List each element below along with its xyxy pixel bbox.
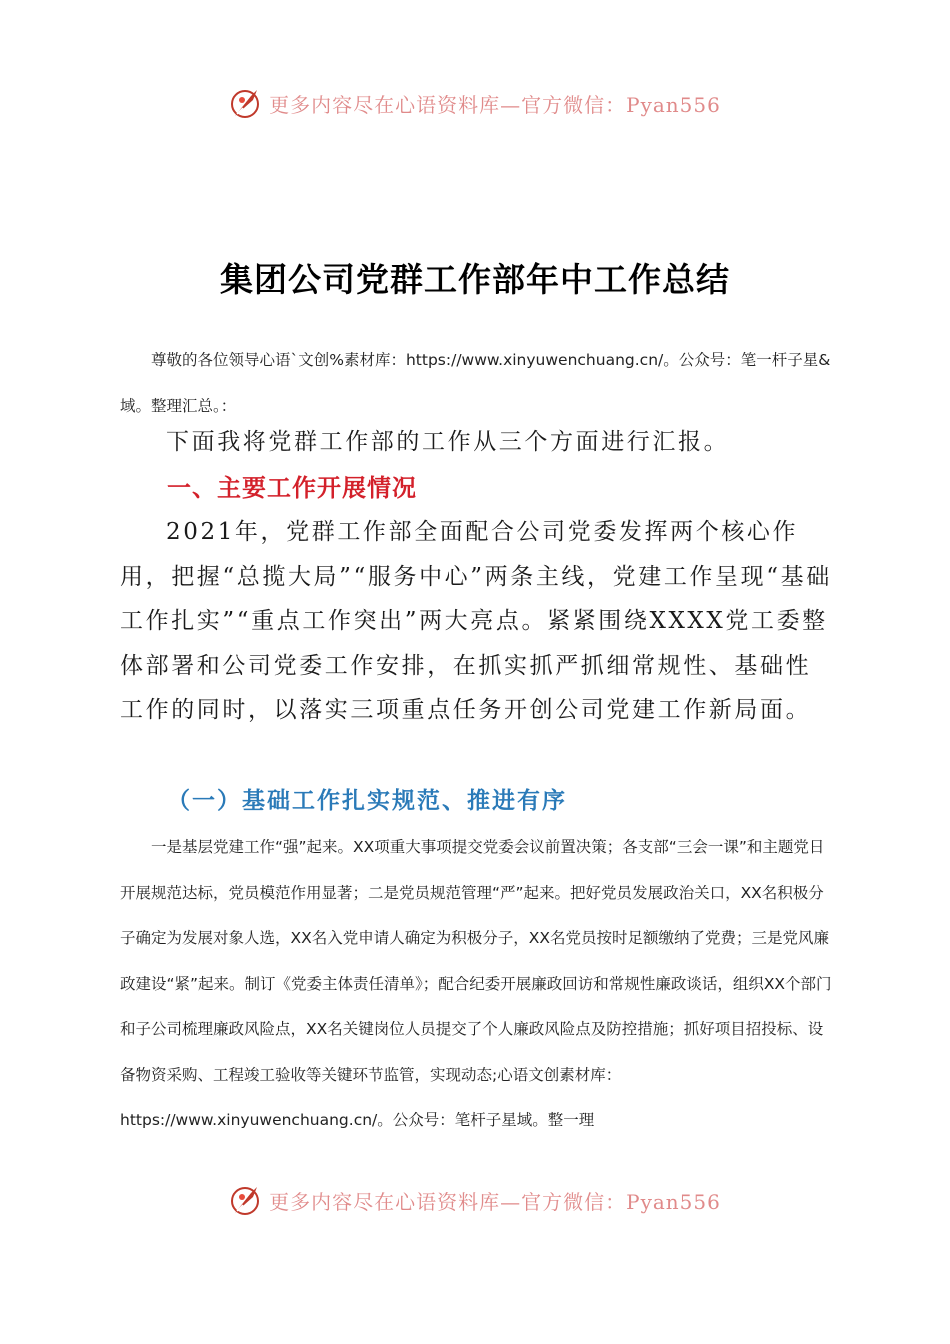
quill-pen-logo-icon: [229, 86, 263, 120]
subsection-heading: （一）基础工作扎实规范、推进有序: [167, 787, 567, 814]
document-title: 集团公司党群工作部年中工作总结: [220, 260, 730, 299]
section-heading: 一、主要工作开展情况: [167, 474, 417, 502]
banner-text: 更多内容尽在心语资料库—官方微信：Pyan556: [269, 1189, 721, 1214]
subsection-body-paragraph: 一是基层党建工作“强”起来。XX项重大事项提交党委会议前置决策；各支部“三会一课”和主题党日开展规范达标，党员模范作用显著；二是党员规范管理“严”起来。把好党员发展政治关口，XX名积极分子确定为发展对象人选，XX名入党申请人确定为积极分子，XX名党员按时足额缴纳了党费；三是党风廉政建设“紧”起来。制订《党委主体责任清单》；配合纪委开展廉政回访和常规性廉政谈话，组织XX个部门和子公司梳理廉政风险点，XX名关键岗位人员提交了个人廉政风险点及防控措施；抓好项目招投标、设备物资采购、工程竣工验收等关键环节监管，实现动态;心语文创素材库：https://www.xinyuwenchuang.cn/。公众号：笔杆子星域。整一理: [120, 838, 832, 1129]
footer-banner: [0, 1180, 950, 1220]
banner-text: 更多内容尽在心语资料库—官方微信：Pyan556: [269, 92, 721, 117]
lead-paragraph: 下面我将党群工作部的工作从三个方面进行汇报。: [166, 429, 730, 455]
quill-pen-logo-icon: [229, 1183, 263, 1217]
intro-paragraph: 尊敬的各位领导心语`文创%素材库：https://www.xinyuwenchuang.cn/。公众号：笔一杆子星&域。整理汇总。：: [120, 351, 831, 415]
section-body-paragraph: 2021年，党群工作部全面配合公司党委发挥两个核心作用，把握“总揽大局”“服务中心”两条主线，党建工作呈现“基础工作扎实”“重点工作突出”两大亮点。紧紧围绕XXXX党工委整体部署和公司党委工作安排，在抓实抓严抓细常规性、基础性工作的同时，以落实三项重点任务开创公司党建工作新局面。: [120, 519, 832, 723]
header-banner: [0, 83, 950, 123]
